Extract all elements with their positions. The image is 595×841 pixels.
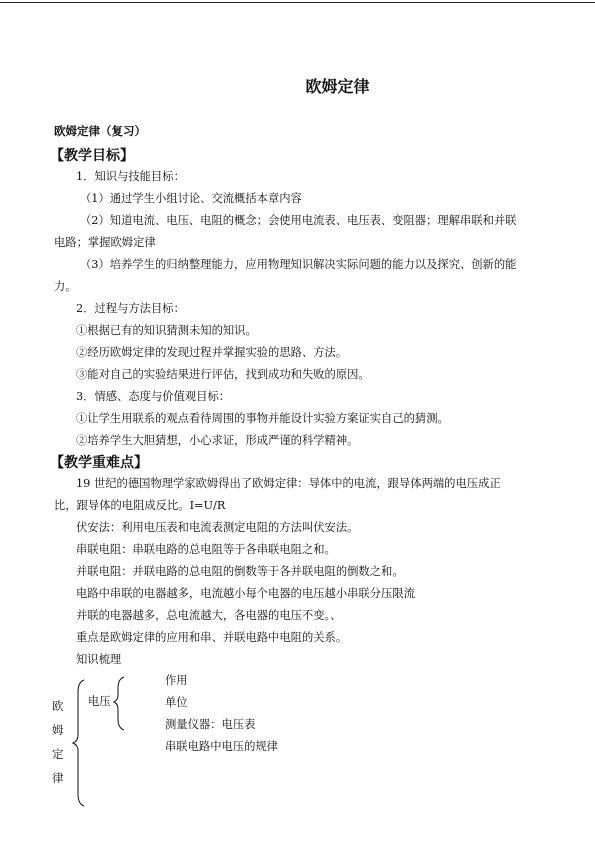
tree-branch-voltage: 电压 [88,695,111,708]
objective-line: ①让学生用联系的观点看待周围的事物并能设计实验方案证实自己的猜测。 [76,412,449,425]
tree-root-char: 欧 [52,699,64,713]
tree-leaf: 测量仪器：电压表 [165,718,256,731]
objective-line: ③能对自己的实验结果进行评估，找到成功和失败的原因。 [76,368,370,381]
key-point-line: 伏安法：利用电压表和电流表测定电阻的方法叫伏安法。 [76,521,359,534]
key-point-line: 并联电阻：并联电路的总电阻的倒数等于各并联电阻的倒数之和。 [76,565,404,578]
objective-line: 2．过程与方法目标： [76,302,185,315]
objective-line: 3．情感、态度与价值观目标： [76,390,231,403]
tree-root-char: 定 [52,747,64,761]
objective-line: ①根据已有的知识猜测未知的知识。 [76,324,257,337]
branch-brace [114,677,124,730]
objective-line: （2）知道电流、电压、电阻的概念；会使用电流表、电压表、变阻器；理解串联和并联 [80,214,517,227]
section-heading-objectives: 【教学目标】 [50,148,134,164]
page-title: 欧姆定律 [305,77,370,96]
key-point-line: 串联电阻：串联电路的总电阻等于各串联电阻之和。 [76,543,336,556]
root-brace [73,680,84,806]
objective-line: （3）培养学生的归纳整理能力，应用物理知识解决实际问题的能力以及探究、创新的能 [80,258,517,271]
key-point-line: 电路中串联的电器越多，电流越小每个电器的电压越小串联分压限流 [76,587,415,600]
objective-line: 力。 [54,280,77,293]
objective-line: 电路；掌握欧姆定律 [54,236,156,249]
objective-line: ②经历欧姆定律的发现过程并掌握实验的思路、方法。 [76,346,348,359]
objective-line: 1．知识与技能目标： [76,170,185,183]
tree-leaf: 作用 [165,674,188,687]
objective-line: ②培养学生大胆猜想，小心求证，形成严谨的科学精神。 [76,434,359,447]
tree-root-char: 律 [52,771,64,785]
page-subtitle: 欧姆定律（复习） [54,124,146,138]
objective-line: （1）通过学生小组讨论、交流概括本章内容 [80,192,302,205]
tree-root-char: 姆 [52,723,64,737]
key-point-line: 重点是欧姆定律的应用和串、并联电路中电阻的关系。 [76,631,348,644]
tree-leaf: 串联电路中电压的规律 [165,740,278,753]
section-heading-key-points: 【教学重难点】 [50,455,148,471]
tree-leaf: 单位 [165,696,188,709]
key-point-line: 并联的电器越多，总电流越大，各电器的电压不变。、 [76,609,342,622]
key-point-line: 比，跟导体的电阻成反比。I=U/R [54,499,226,512]
knowledge-tree-label: 知识梳理 [76,653,122,666]
key-point-line: 19 世纪的德国物理学家欧姆得出了欧姆定律：导体中的电流，跟导体两端的电压成正 [76,477,501,490]
